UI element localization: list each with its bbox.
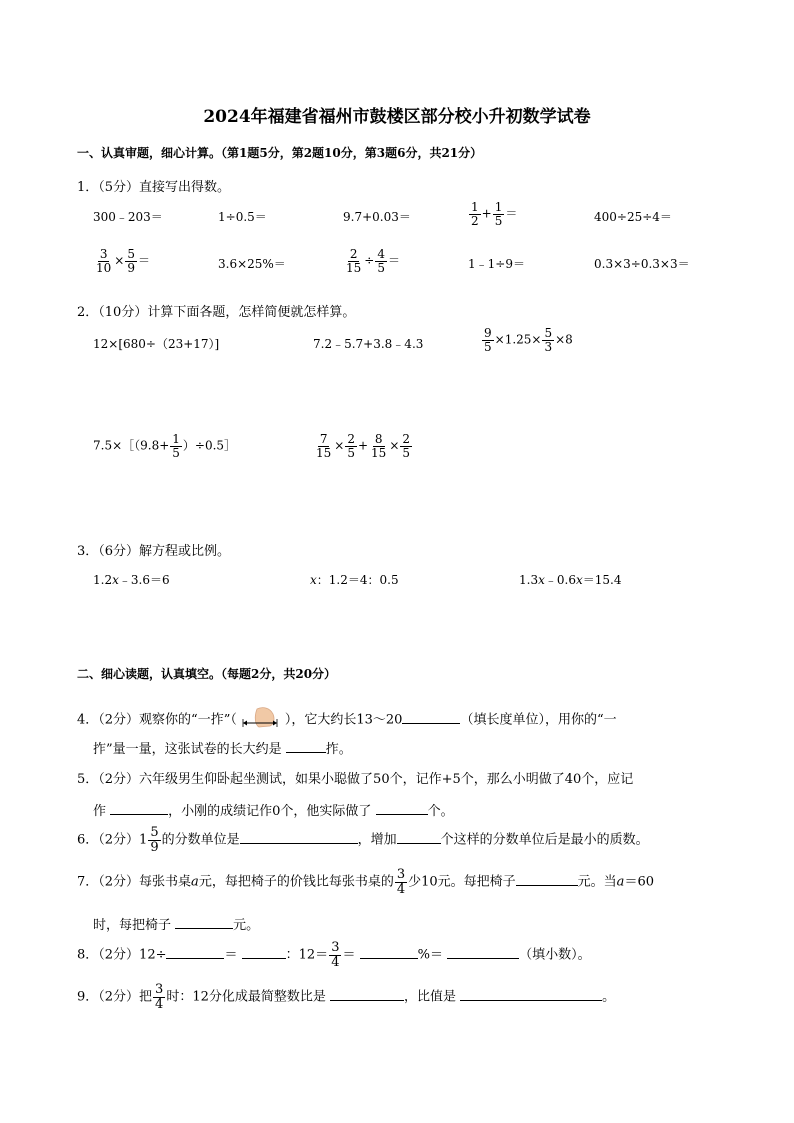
section1-heading: 一、认真审题，细心计算。（第1题5分，第2题10分，第3题6分，共21分） [77,146,483,160]
q2-expr3: $\frac{9}{5}$ ×1.25× $\frac{5}{3}$ ×8 [484,326,573,354]
q5-blank-1[interactable] [110,802,168,815]
q7-line2: 时，每把椅子 元。 [93,918,260,933]
q4-line1: 4．（2分）观察你的“一拃”（ ），它大约长13～20 （填长度单位），用你的“一 [77,705,617,735]
q2-label: 2．（10分）计算下面各题，怎样简便就怎样算。 [77,305,356,320]
q7-line1: 7．（2分）每张书桌a元，每把椅子的价钱比每张书桌的 $\frac{3}{4}$ 少10元。每把椅子 元。当a＝60 [77,867,654,897]
q9-blank-2[interactable] [460,988,602,1001]
q7-blank-1[interactable] [516,873,578,886]
section2-heading: 二、细心读题，认真填空。（每题2分，共20分） [77,667,337,681]
q2-expr4: 7.5×［（9.8+ $\frac{1}{5}$ ）÷0.5］ [93,432,237,460]
q4-blank-1[interactable] [402,711,460,724]
q1-r2-d: 1﹣1÷9＝ [468,257,525,271]
q7-blank-2[interactable] [175,916,233,929]
q2-expr1: 12×[680÷（23+17）] [93,337,220,351]
q1-r1-b: 1÷0.5＝ [218,210,267,224]
q1-r1-e: 400÷25÷4＝ [594,210,672,224]
q8-blank-1[interactable] [166,946,224,959]
q1-label: 1．（5分）直接写出得数。 [77,180,231,195]
q3-label: 3．（6分）解方程或比例。 [77,544,231,559]
hand-span-icon [237,705,285,735]
q1-r2-b: 3.6×25%＝ [218,257,286,271]
q3-eq2: x：1.2＝4：0.5 [310,573,399,587]
q1-r1-d: $\frac{1}{2}$ + $\frac{1}{5}$ ＝ [471,200,518,228]
q2-expr2: 7.2﹣5.7+3.8﹣4.3 [313,337,424,351]
q5-line1: 5．（2分）六年级男生仰卧起坐测试，如果小聪做了50个，记作+5个，那么小明做了40个，应记 [77,772,634,787]
page-title: 2024年福建省福州市鼓楼区部分校小升初数学试卷 [203,107,591,127]
q6-blank-2[interactable] [397,831,441,844]
q5-blank-2[interactable] [376,802,428,815]
q1-r2-a: $\frac{3}{10}$ × $\frac{5}{9}$ ＝ [96,247,150,275]
q3-eq1: 1.2x﹣3.6＝6 [93,573,170,587]
q1-r2-c: $\frac{2}{15}$ ÷ $\frac{4}{5}$ ＝ [346,247,400,275]
q9-blank-1[interactable] [330,988,404,1001]
q8-blank-3[interactable] [360,946,418,959]
q8-line: 8．（2分）12÷ ＝ ：12＝ $\frac{3}{4}$ ＝ %＝ （填小数）。 [77,940,591,970]
q1-r2-e: 0.3×3÷0.3×3＝ [594,257,690,271]
q4-line2: 拃”量一量，这张试卷的长大约是 拃。 [93,742,352,757]
q9-line: 9．（2分）把 $\frac{3}{4}$ 时：12分化成最简整数比是 ，比值是 。 [77,982,616,1012]
q8-blank-2[interactable] [242,946,286,959]
q4-blank-2[interactable] [286,740,326,753]
q2-expr5: $\frac{7}{15}$ × $\frac{2}{5}$ + $\frac{8}{15}$ × $\frac{2}{5}$ [316,432,411,460]
q1-r1-a: 300﹣203＝ [93,210,163,224]
q6-line: 6．（2分）1 $\frac{5}{9}$ 的分数单位是 ，增加 个这样的分数单位后是最小的质数。 [77,825,649,855]
q6-blank-1[interactable] [240,831,358,844]
q3-eq3: 1.3x﹣0.6x＝15.4 [519,573,622,587]
q8-blank-4[interactable] [447,946,519,959]
q5-line2: 作 ，小刚的成绩记作0个，他实际做了 个。 [93,804,454,819]
q1-r1-c: 9.7+0.03＝ [343,210,411,224]
